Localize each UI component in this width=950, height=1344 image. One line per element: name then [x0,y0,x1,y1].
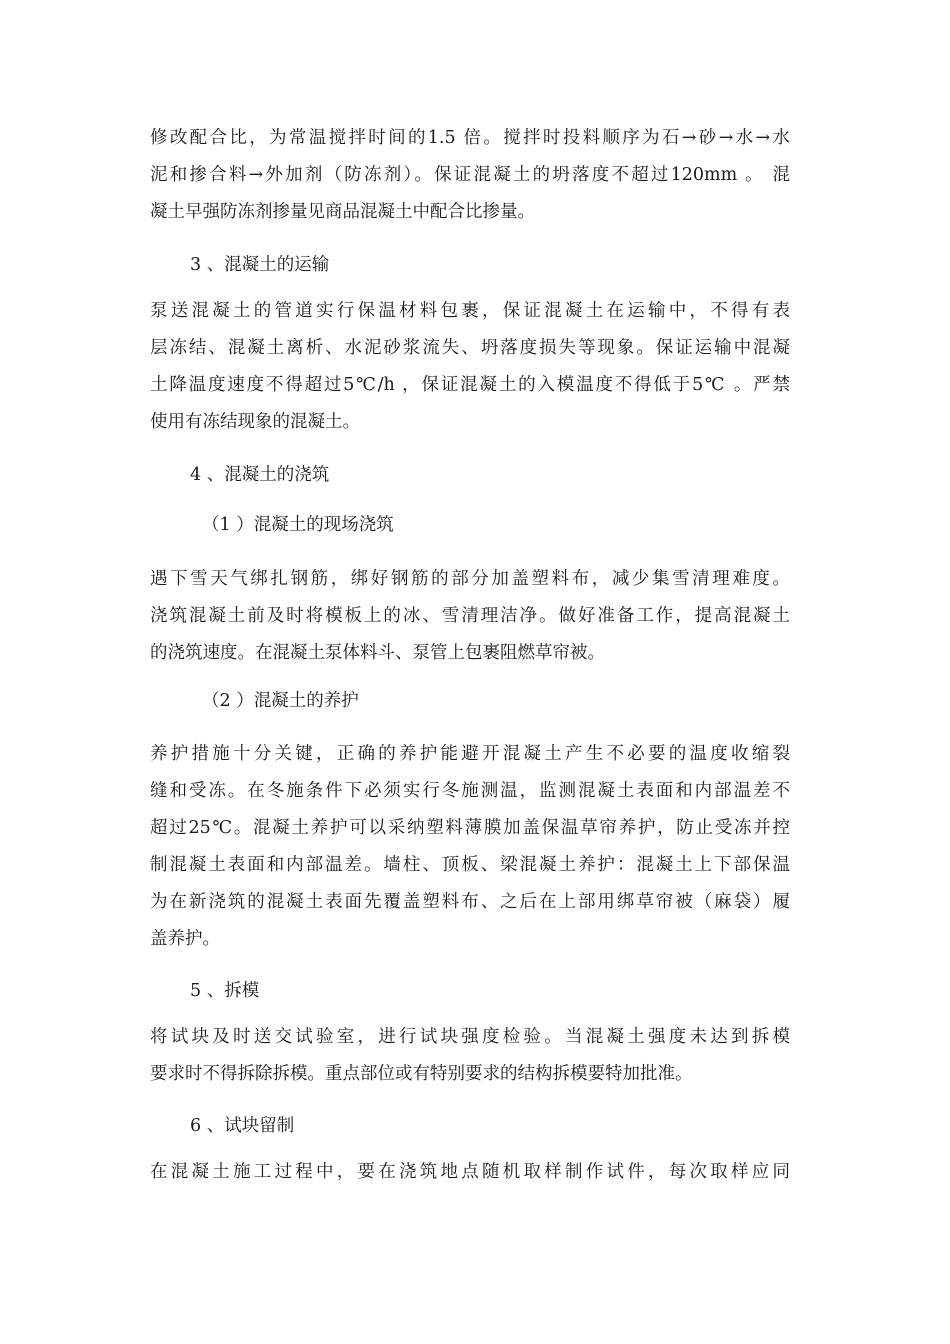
subsection-heading-curing: （2 ）混凝土的养护 [202,691,359,711]
paragraph-line: 泥和掺合料→外加剂（防冻剂）。保证混凝土的坍落度不超过120mm 。 混 [150,165,790,185]
paragraph-line: 使用有冻结现象的混凝土。 [150,412,360,432]
paragraph-line: 的浇筑速度。在混凝土泵体料斗、泵管上包裹阻燃草帘被。 [150,643,605,663]
paragraph-line: 缝和受冻。在冬施条件下必须实行冬施测温，监测混凝土表面和内部温差不 [150,781,790,801]
paragraph-line: 凝土早强防冻剂掺量见商品混凝土中配合比掺量。 [150,202,535,222]
paragraph-line: 超过25℃。混凝土养护可以采纳塑料薄膜加盖保温草帘养护，防止受冻并控 [150,818,790,838]
paragraph-line: 浇筑混凝土前及时将模板上的冰、雪清理洁净。做好准备工作，提高混凝土 [150,606,790,626]
paragraph-line: 要求时不得拆除拆模。重点部位或有特别要求的结构拆模要特加批准。 [150,1064,693,1084]
paragraph-line: 将试块及时送交试验室，进行试块强度检验。当混凝土强度未达到拆模 [150,1027,790,1047]
paragraph-line: 遇下雪天气绑扎钢筋，绑好钢筋的部分加盖塑料布，减少集雪清理难度。 [150,569,790,589]
paragraph-line: 泵送混凝土的管道实行保温材料包裹，保证混凝土在运输中，不得有表 [150,301,790,321]
paragraph-line: 盖养护。 [150,929,220,949]
paragraph-line: 为在新浇筑的混凝土表面先覆盖塑料布、之后在上部用绑草帘被（麻袋）履 [150,892,790,912]
section-heading-formwork-removal: 5 、拆模 [190,981,260,1001]
section-heading-test-specimens: 6 、试块留制 [190,1116,295,1136]
subsection-heading-onsite-pouring: （1 ）混凝土的现场浇筑 [202,515,394,535]
paragraph-line: 制混凝土表面和内部温差。墙柱、顶板、梁混凝土养护：混凝土上下部保温 [150,855,790,875]
paragraph-line: 修改配合比，为常温搅拌时间的1.5 倍。搅拌时投料顺序为石→砂→水→水 [150,128,790,148]
paragraph-line: 在混凝土施工过程中，要在浇筑地点随机取样制作试件，每次取样应同 [150,1162,790,1182]
section-heading-pouring: 4 、混凝土的浇筑 [190,465,330,485]
section-heading-transport: 3 、混凝土的运输 [190,255,330,275]
paragraph-line: 养护措施十分关键，正确的养护能避开混凝土产生不必要的温度收缩裂 [150,744,790,764]
paragraph-line: 层冻结、混凝土离析、水泥砂浆流失、坍落度损失等现象。保证运输中混凝 [150,338,790,358]
paragraph-line: 土降温度速度不得超过5℃/h ，保证混凝土的入模温度不得低于5℃ 。严禁 [150,375,790,395]
